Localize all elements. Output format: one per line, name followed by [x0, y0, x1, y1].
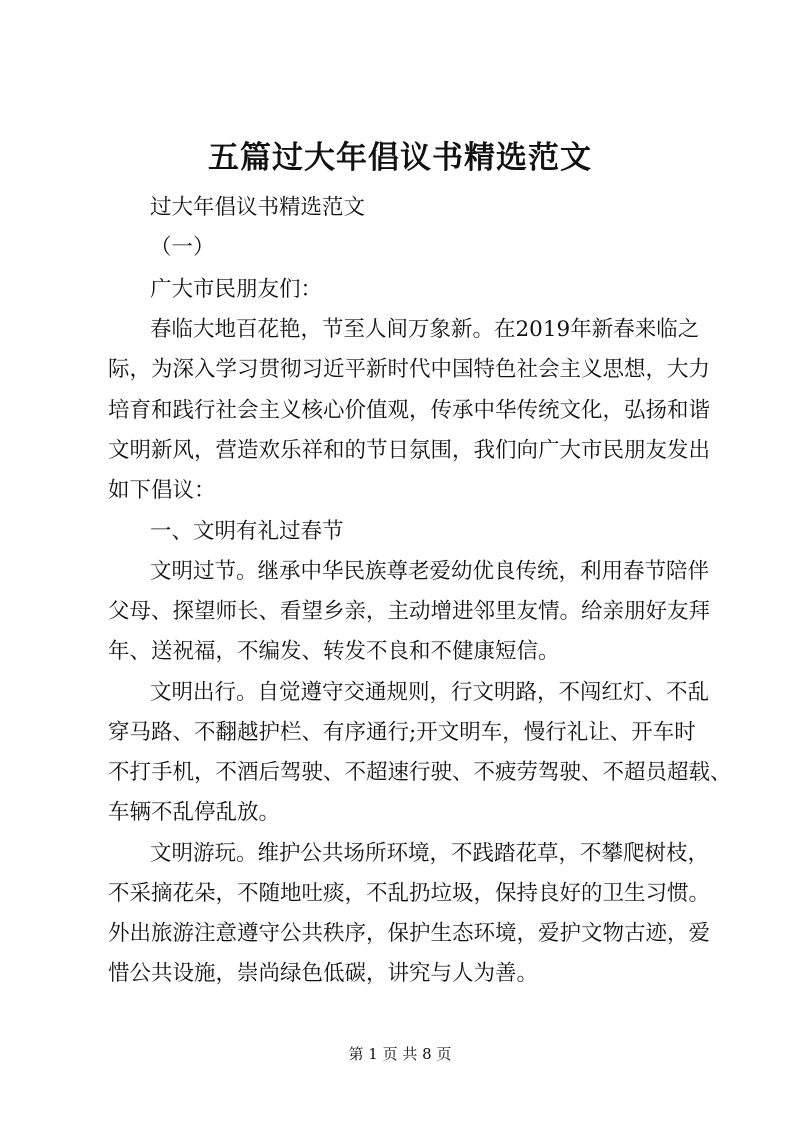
page-title: 五篇过大年倡议书精选范文 [208, 140, 592, 176]
document-subtitle: 过大年倡议书精选范文 [150, 195, 366, 220]
paragraph-line: 父母、探望师长、看望乡亲，主动增进邻里友情。给亲朋好友拜 [108, 599, 711, 624]
paragraph-line: 培育和践行社会主义核心价值观，传承中华传统文化，弘扬和谐 [108, 398, 711, 423]
paragraph-line: 文明新风，营造欢乐祥和的节日氛围，我们向广大市民朋友发出 [108, 438, 711, 463]
paragraph-line: 文明出行。自觉遵守交通规则，行文明路，不闯红灯、不乱 [150, 680, 710, 705]
paragraph-line: 不采摘花朵，不随地吐痰，不乱扔垃圾，保持良好的卫生习惯。 [108, 881, 711, 906]
paragraph-line: 年、送祝福，不编发、转发不良和不健康短信。 [108, 639, 560, 664]
section-heading: 一、文明有礼过春节 [150, 519, 344, 544]
paragraph-line: 文明游玩。维护公共场所环境，不践踏花草，不攀爬树枝， [150, 841, 710, 866]
paragraph-line: 春临大地百花艳，节至人间万象新。在2019年新春来临之 [150, 317, 700, 342]
paragraph-line: 际，为深入学习贯彻习近平新时代中国特色社会主义思想，大力 [108, 357, 711, 382]
paragraph-line: 不打手机，不酒后驾驶、不超速行驶、不疲劳驾驶、不超员超载、 [108, 760, 732, 785]
section-mark: （一） [150, 235, 215, 260]
paragraph-line: 穿马路、不翻越护栏、有序通行;开文明车，慢行礼让、开车时 [108, 720, 696, 745]
paragraph-line: 如下倡议： [108, 478, 216, 503]
paragraph-line: 外出旅游注意遵守公共秩序，保护生态环境，爱护文物古迹，爱 [108, 921, 711, 946]
paragraph-line: 惜公共设施，崇尚绿色低碳，讲究与人为善。 [108, 961, 539, 986]
paragraph-line: 文明过节。继承中华民族尊老爱幼优良传统，利用春节陪伴 [150, 559, 710, 584]
page-footer: 第 1 页 共 8 页 [348, 1045, 452, 1063]
paragraph-line: 车辆不乱停乱放。 [108, 800, 281, 825]
salutation: 广大市民朋友们： [150, 277, 323, 302]
